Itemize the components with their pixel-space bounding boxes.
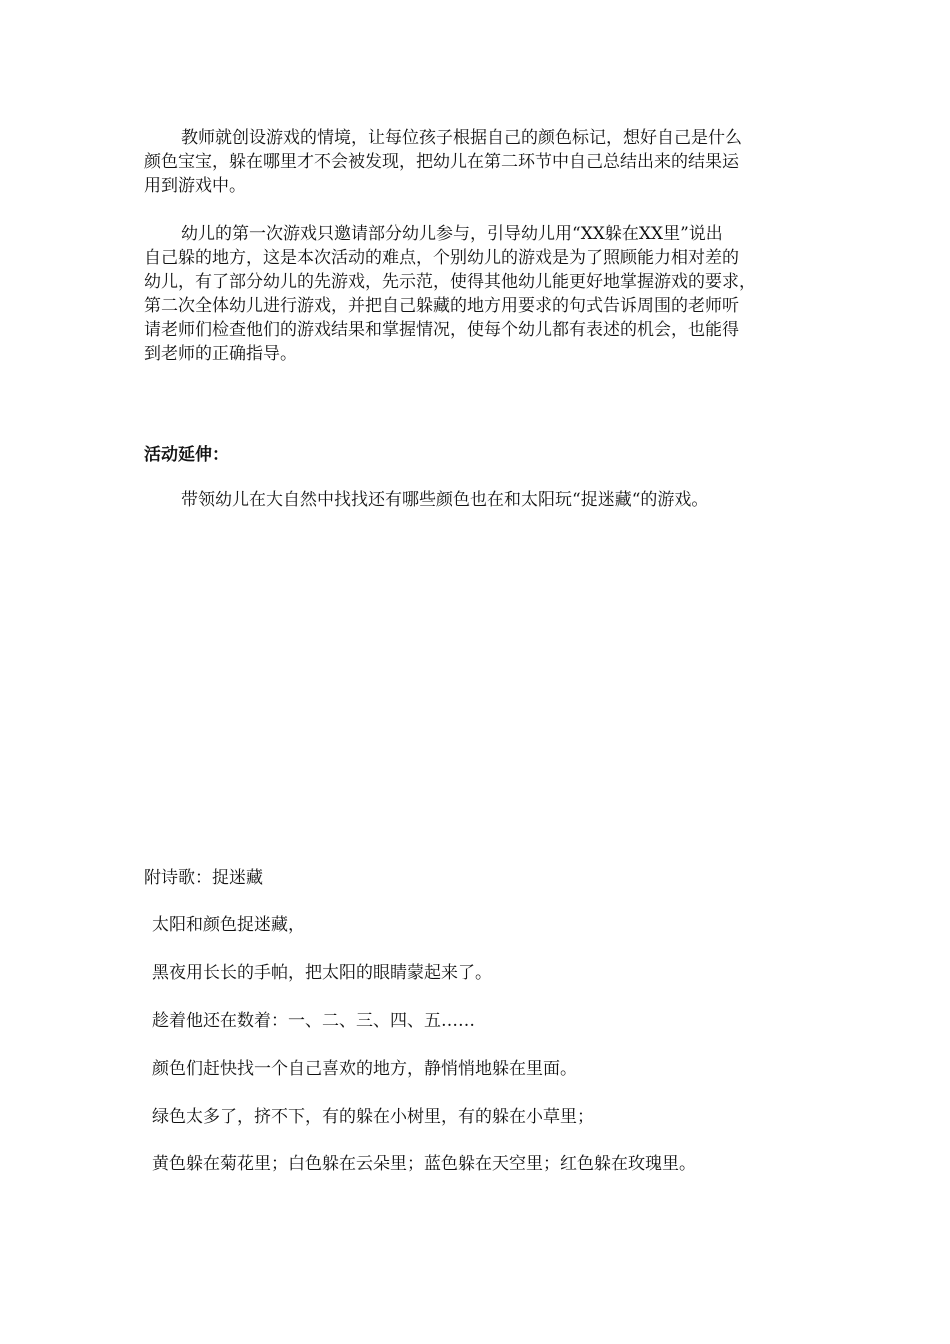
paragraph-line: 颜色宝宝，躲在哪里才不会被发现，把幼儿在第二环节中自己总结出来的结果运 bbox=[144, 152, 739, 172]
extension-text: 带领幼儿在大自然中找找还有哪些颜色也在和太阳玩“捉迷藏“的游戏。 bbox=[181, 490, 709, 510]
paragraph-line: 请老师们检查他们的游戏结果和掌握情况，使每个幼儿都有表述的机会，也能得 bbox=[144, 320, 739, 340]
paragraph-line: 自己躲的地方，这是本次活动的难点，个别幼儿的游戏是为了照顾能力相对差的 bbox=[144, 248, 739, 268]
paragraph-game-setup bbox=[144, 126, 808, 198]
poem-line: 黑夜用长长的手帕，把太阳的眼睛蒙起来了。 bbox=[152, 963, 492, 983]
paragraph-line: 第二次全体幼儿进行游戏，并把自己躲藏的地方用要求的句式告诉周围的老师听 bbox=[144, 296, 739, 316]
paragraph-line: 教师就创设游戏的情境，让每位孩子根据自己的颜色标记，想好自己是什么 bbox=[181, 128, 742, 148]
poem-line: 黄色躲在菊花里；白色躲在云朵里；蓝色躲在天空里；红色躲在玫瑰里。 bbox=[152, 1154, 696, 1174]
poem-line: 趁着他还在数着：一、二、三、四、五…… bbox=[152, 1011, 475, 1031]
section-heading-extension: 活动延伸： bbox=[144, 445, 229, 465]
paragraph-line: 用到游戏中。 bbox=[144, 176, 246, 196]
paragraph-line: 幼儿，有了部分幼儿的先游戏，先示范，使得其他幼儿能更好地掌握游戏的要求， bbox=[144, 272, 756, 292]
poem-title: 附诗歌：捉迷藏 bbox=[144, 868, 263, 888]
poem-line: 颜色们赶快找一个自己喜欢的地方，静悄悄地躲在里面。 bbox=[152, 1059, 577, 1079]
paragraph-first-game bbox=[144, 222, 808, 366]
poem-line: 太阳和颜色捉迷藏， bbox=[152, 915, 305, 935]
poem-line: 绿色太多了，挤不下，有的躲在小树里，有的躲在小草里； bbox=[152, 1107, 594, 1127]
paragraph-line: 幼儿的第一次游戏只邀请部分幼儿参与，引导幼儿用“XX躲在XX里”说出 bbox=[181, 224, 723, 244]
paragraph-line: 到老师的正确指导。 bbox=[144, 344, 297, 364]
